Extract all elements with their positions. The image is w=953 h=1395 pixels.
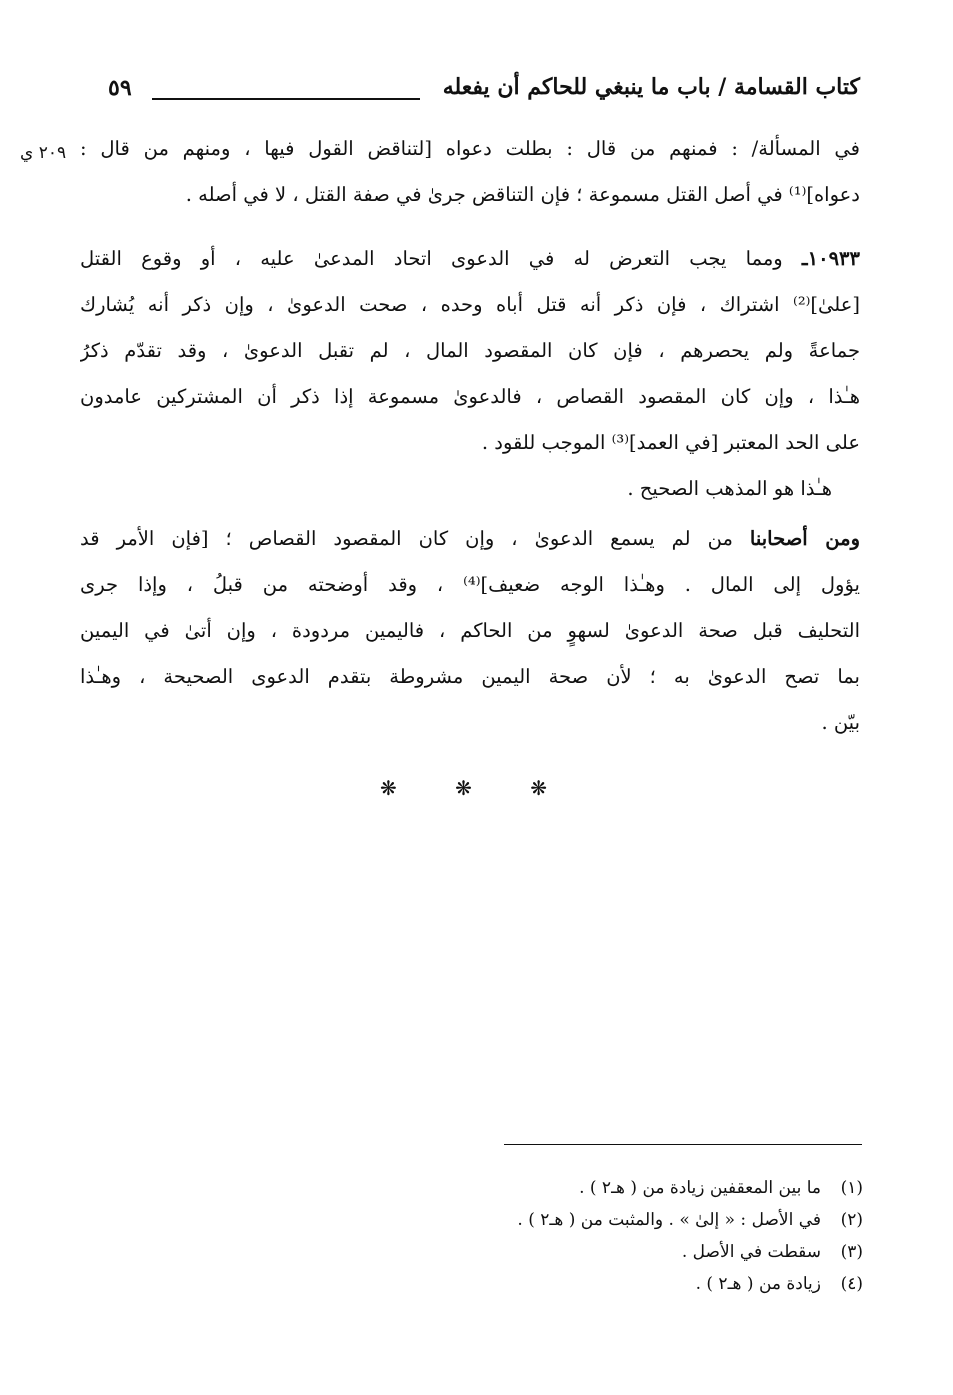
bold-phrase: ومن أصحابنا xyxy=(749,527,860,550)
footnote-number: (١) xyxy=(840,1178,863,1198)
text-line: ١٠٩٣٣ـ ومما يجب التعرض له في الدعوى اتحاد المدعىٰ عليه ، أو وقوع القتل xyxy=(80,247,860,270)
footnote-text: سقطت في الأصل . xyxy=(681,1242,821,1262)
text-line: التحليف قبل صحة الدعوىٰ لسهوٍ من الحاكم ، فاليمين مردودة ، وإن أتىٰ في اليمين xyxy=(80,619,860,642)
header-rule xyxy=(152,98,420,100)
footnote-text: زيادة من ( هـ٢ ) . xyxy=(695,1274,821,1294)
footnote-rule xyxy=(504,1144,862,1145)
main-text xyxy=(80,126,860,746)
header-title: كتاب القسامة / باب ما ينبغي للحاكم أن يفعله xyxy=(442,74,860,100)
text-line: بما تصح الدعوىٰ به ؛ لأن صحة اليمين مشروطة بتقدم الدعوى الصحيحة ، وهـٰذا xyxy=(80,665,860,688)
text-line: بيّن . xyxy=(821,711,860,734)
footnote xyxy=(303,1236,863,1268)
running-header xyxy=(100,74,860,114)
section-divider-stars: ❋ ❋ ❋ xyxy=(380,776,573,800)
text-line: هـٰذا ، وإن كان المقصود القصاص ، فالدعوىٰ مسموعة إذا ذكر أن المشتركين عامدون xyxy=(80,385,860,408)
issue-number: ١٠٩٣٣ـ xyxy=(801,247,860,270)
text-line: في المسألة/ : فمنهم من قال : بطلت دعواه [لتناقض القول فيها ، ومنهم من قال : xyxy=(80,137,860,160)
text-line: [علىٰ]⁽²⁾ اشتراك ، فإن ذكر أنه قتل أباه وحده ، صحت الدعوىٰ ، وإن ذكر أنه يُشارك xyxy=(80,293,860,316)
text-line: جماعةً ولم يحصرهم ، فإن كان المقصود المال ، لم تقبل الدعوىٰ ، وقد تقدّم ذكرُ xyxy=(80,339,860,362)
text-line: ومن أصحابنا من لم يسمع الدعوىٰ ، وإن كان المقصود القصاص ؛ [فإن الأمر قد xyxy=(80,527,860,550)
text-line: يؤول إلى المال . وهـٰذا الوجه ضعيف]⁽⁴⁾ ، وقد أوضحته من قبلُ ، وإذا جرى xyxy=(80,573,860,596)
footnote xyxy=(303,1172,863,1204)
margin-manuscript-folio: ٢٠٩ ي xyxy=(20,143,67,163)
footnote xyxy=(303,1268,863,1300)
footnote-number: (٢) xyxy=(840,1210,863,1230)
footnotes xyxy=(303,1172,863,1300)
footnote xyxy=(303,1204,863,1236)
footnote-text: في الأصل : « إلىٰ » . والمثبت من ( هـ٢ ) . xyxy=(517,1210,821,1230)
text-line: دعواه]⁽¹⁾ في أصل القتل مسموعة ؛ فإن التناقض جرىٰ في صفة القتل ، لا في أصله . xyxy=(185,183,860,206)
text-line: هـٰذا هو المذهب الصحيح . xyxy=(627,477,832,500)
footnote-number: (٣) xyxy=(840,1242,863,1262)
footnote-number: (٤) xyxy=(840,1274,863,1294)
footnote-text: ما بين المعقفين زيادة من ( هـ٢ ) . xyxy=(579,1178,821,1198)
page-number: ٥٩ xyxy=(108,75,132,101)
text-line: على الحد المعتبر [في العمد]⁽³⁾ الموجب للقود . xyxy=(481,431,860,454)
